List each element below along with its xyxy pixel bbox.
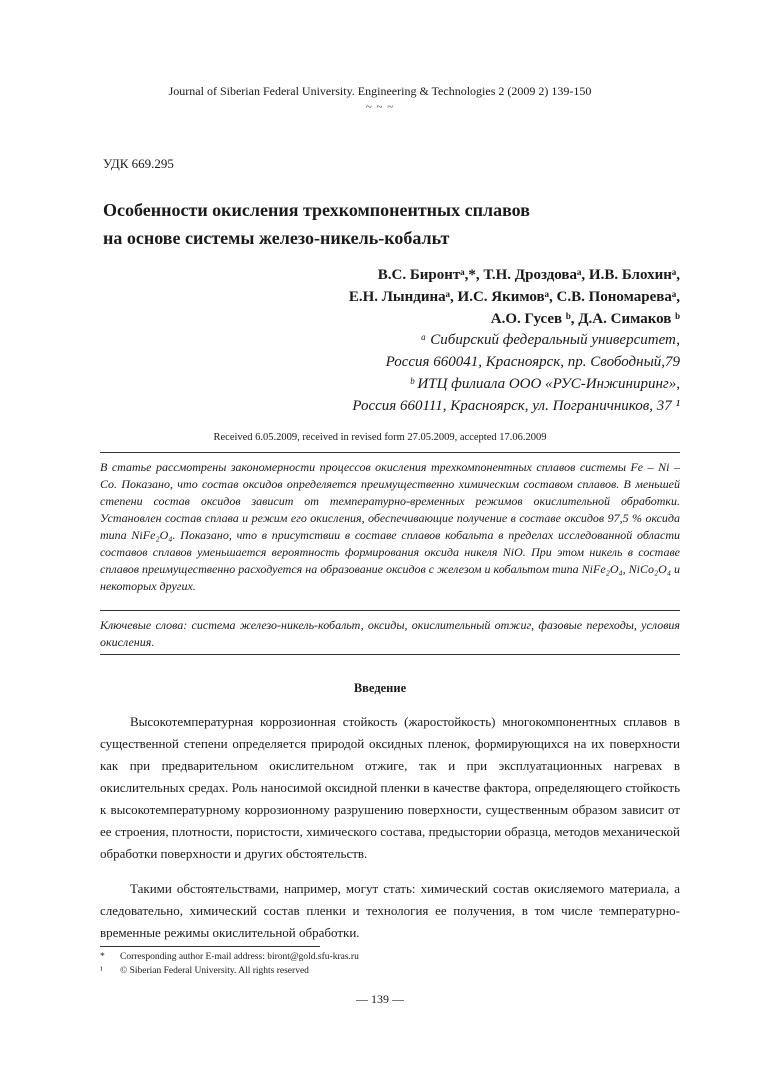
abstract-top-rule — [100, 452, 680, 453]
abstract-text: В статье рассмотрены закономерности процессов окисления трехкомпонентных сплавов системы Fe – Ni – Co. Показано, что состав оксидов определяется преимущественно химическим составом сплавов. В меньшей степени состав оксидов зависит от температурно-временных режимов окислительной обработки. Установлен состав сплава и режим его окисления, обеспечивающие получение в составе оксидов 97,5 % оксида типа NiFe₂O₄. Показано, что в присутствии в составе сплавов кобальта в пределах исследованной области составов сплавов уменьшается вероятность формирования оксида никеля NiO. При этом никель в составе сплавов преимущественно расходуется на образование оксидов с железом и кобальтом типа NiFe₂O₄, NiCo₂O₄ и некоторых других. — [100, 460, 681, 593]
footnote-1 — [100, 951, 359, 964]
affiliation-line-3: ᵇ ИТЦ филиала ООО «РУС-Инжиниринг», — [409, 376, 680, 392]
footnote-2 — [100, 965, 309, 978]
keywords-bottom-rule — [100, 654, 680, 655]
udk-code: УДК 669.295 — [103, 156, 174, 171]
page-number: — 139 — — [356, 992, 404, 1006]
footnote-1-text: Corresponding author E-mail address: biront@gold.sfu-kras.ru — [120, 952, 359, 962]
article-title — [103, 196, 663, 252]
authors-line-2: Е.Н. Лындинаᵃ, И.С. Якимовᵃ, С.В. Пономареваᵃ, — [348, 289, 680, 305]
affiliation-line-2: Россия 660041, Красноярск, пр. Свободный,79 — [385, 354, 680, 370]
footnote-2-mark: ¹ — [100, 966, 103, 976]
title-line-1: Особенности окисления трехкомпонентных сплавов — [103, 200, 530, 220]
abstract-middle-rule — [100, 610, 680, 611]
journal-header: Journal of Siberian Federal University. Engineering & Technologies 2 (2009 2) 139-150 — [168, 84, 592, 98]
authors-line-3: А.О. Гусев ᵇ, Д.А. Симаков ᵇ — [490, 311, 680, 327]
header-ornament: ~ ~ ~ — [365, 101, 395, 113]
body-paragraph-1: Высокотемпературная коррозионная стойкость (жаростойкость) многокомпонентных сплавов в существенной степени определяется природой оксидных пленок, формирующихся на их поверхности как при предварительном окислительном отжиге, так и при эксплуатационных нагревах в окислительных средах. Роль наносимой оксидной пленки в качестве фактора, определяющего стойкость к высокотемпературному коррозионному разрушению поверхности, существенным образом зависит от ее строения, плотности, пористости, химического состава, предыстории образца, методов механической обработки поверхности и других обстоятельств. — [100, 714, 680, 861]
keywords-text: Ключевые слова: система железо-никель-кобальт, оксиды, окислительный отжиг, фазовые переходы, условия окисления. — [100, 618, 680, 649]
received-dates: Received 6.05.2009, received in revised form 27.05.2009, accepted 17.06.2009 — [213, 432, 547, 443]
affiliation-line-4: Россия 660111, Красноярск, ул. Пограничников, 37 ¹ — [352, 398, 680, 414]
body-paragraph-2: Такими обстоятельствами, например, могут стать: химический состав окисляемого материала, а следовательно, химический состав пленки и технология ее получения, в том числе температурно-временные режимы окислительной обработки. — [100, 881, 680, 940]
author-list — [120, 264, 680, 330]
footnote-2-text: © Siberian Federal University. All rights reserved — [120, 966, 309, 976]
footnote-1-mark: * — [100, 952, 105, 962]
affiliations — [120, 329, 680, 417]
affiliation-line-1: ᵃ Сибирский федеральный университет, — [420, 332, 680, 348]
footnote-rule — [100, 946, 320, 947]
title-line-2: на основе системы железо-никель-кобальт — [103, 228, 450, 248]
authors-line-1: В.С. Биронтᵃ,*, Т.Н. Дроздоваᵃ, И.В. Блохинᵃ, — [377, 267, 680, 283]
section-heading: Введение — [353, 681, 407, 695]
